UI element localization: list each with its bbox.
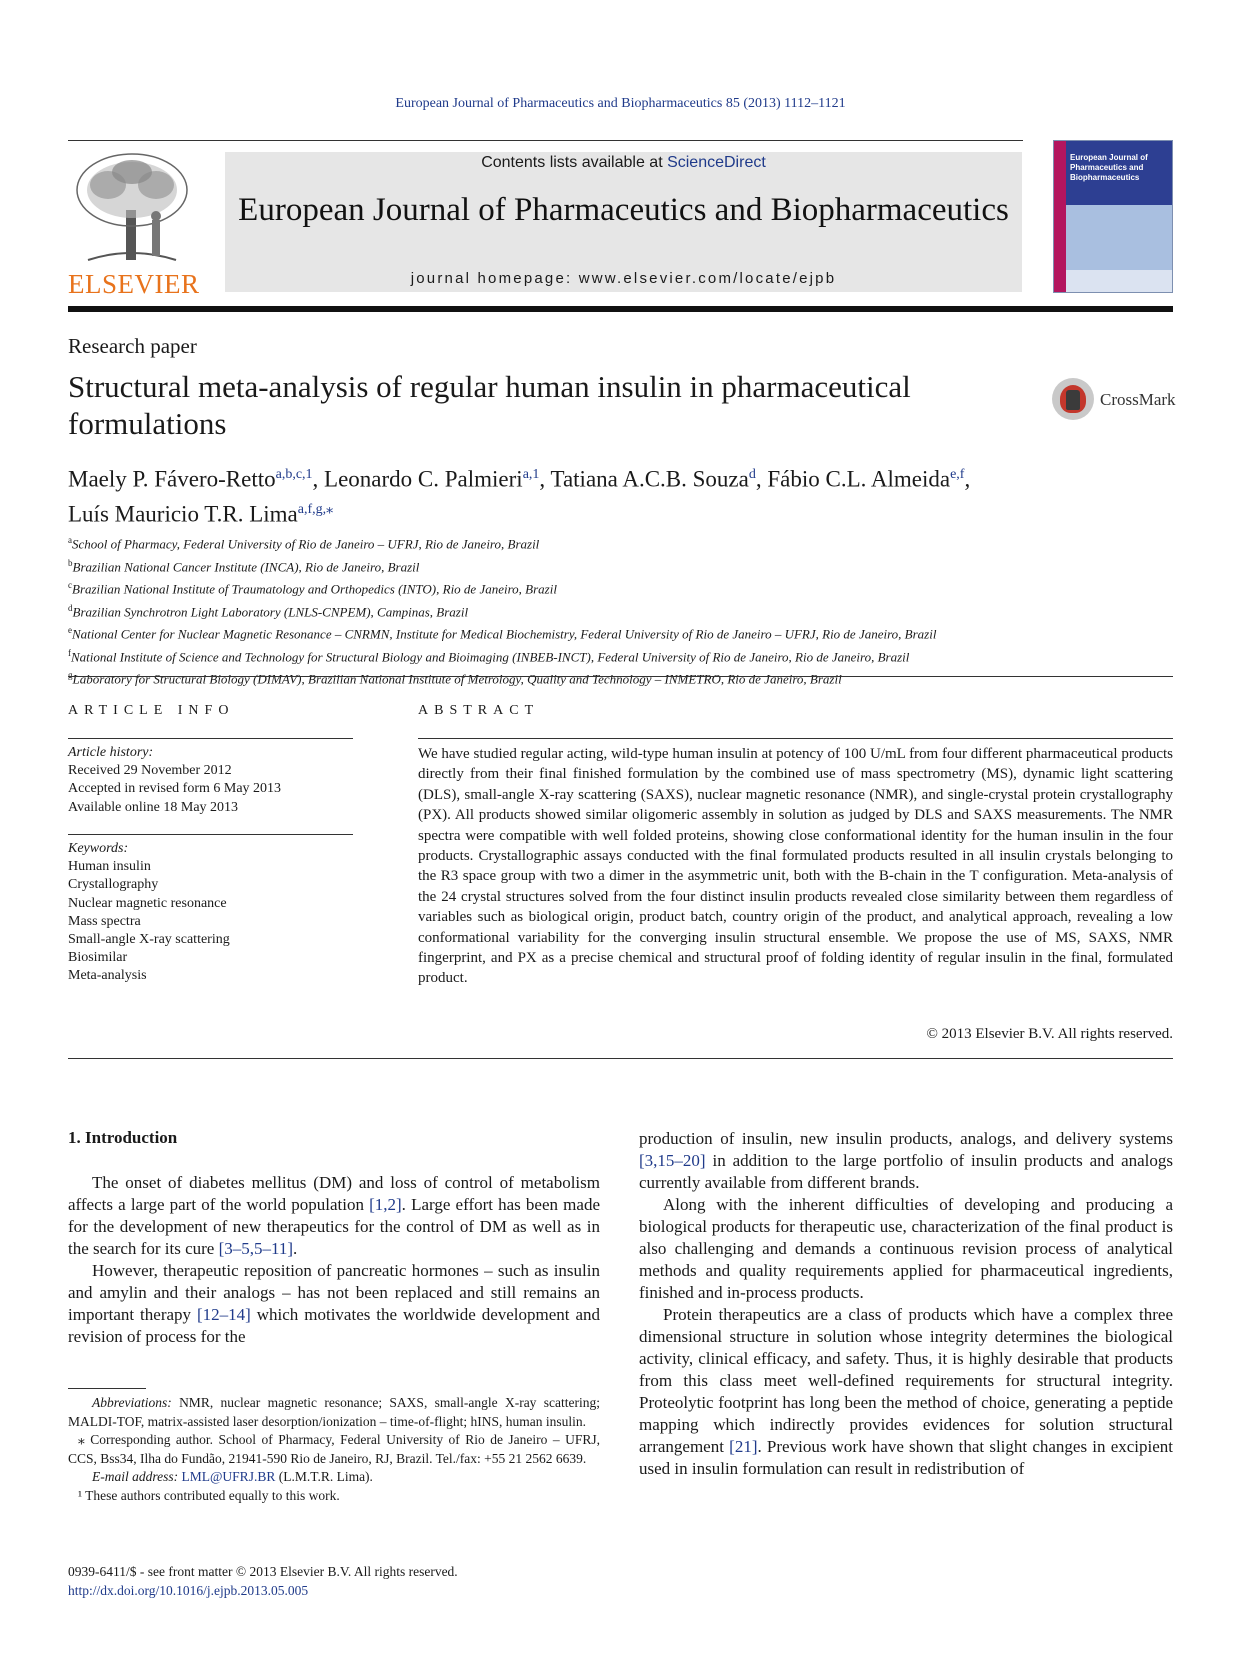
corresponding-author-footnote: ⁎ Corresponding author. School of Pharmacy, Federal University of Rio de Janeiro – UFRJ, CCS, Bss34, Ilha do Fundão, 21941-590 Rio de Janeiro, RJ, Brazil. Tel./fax: +55 21 2562 6639. <box>68 1432 600 1466</box>
journal-citation[interactable]: European Journal of Pharmaceutics and Biopharmaceutics 85 (2013) 1112–1121 <box>395 96 846 111</box>
elsevier-wordmark: ELSEVIER <box>68 269 200 299</box>
intro-left-column <box>68 1172 600 1348</box>
reference-link[interactable]: [12–14] <box>196 1305 251 1324</box>
affiliation-text: Laboratory for Structural Biology (DIMAV), Brazilian National Institute of Metrology, Quality and Technology – INMETRO, Rio de Janeiro, Brazil <box>72 671 842 687</box>
abstract-bottom-rule <box>68 1058 1173 1059</box>
author-name[interactable]: Fábio C.L. Almeida <box>767 466 951 492</box>
elsevier-logo[interactable] <box>68 150 200 299</box>
email-footnote <box>68 1468 600 1487</box>
affiliation-key: c <box>68 580 72 591</box>
intro-text: However, therapeutic reposition of pancreatic hormones – such as insulin and amylin and their analogs – has not been replaced and still remains an important therapy <box>68 1261 600 1324</box>
author-affil-ref[interactable]: a,f,g,⁎ <box>297 501 334 517</box>
keyword-item: Crystallography <box>68 877 159 893</box>
cover-title: European Journal of Pharmaceutics and Biopharmaceutics <box>1070 153 1148 182</box>
abbreviations-footnote <box>68 1394 600 1431</box>
footnotes <box>68 1394 600 1506</box>
author-affil-ref[interactable]: e,f <box>950 467 965 482</box>
journal-banner <box>225 152 1022 292</box>
affiliation-text: Brazilian National Cancer Institute (INCA), Rio de Janeiro, Brazil <box>72 558 420 574</box>
issn-line: 0939-6411/$ - see front matter © 2013 Elsevier B.V. All rights reserved. <box>68 1564 458 1579</box>
affiliation-item <box>68 554 1173 577</box>
affiliation-item <box>68 531 1173 554</box>
crossmark-icon <box>1052 378 1094 420</box>
introduction-heading: 1. Introduction <box>68 1128 178 1147</box>
author-separator: , <box>755 466 768 492</box>
header-thick-rule <box>68 306 1173 312</box>
reference-link[interactable]: [1,2] <box>369 1195 402 1214</box>
crossmark-label: CrossMark <box>1100 390 1176 409</box>
issn-block <box>68 1562 458 1600</box>
article-title: Structural meta-analysis of regular human insulin in pharmaceutical formulations <box>68 369 911 441</box>
affiliation-text: Brazilian National Institute of Traumatology and Orthopedics (INTO), Rio de Janeiro, Brazil <box>72 581 557 597</box>
contents-prefix: Contents lists available at <box>481 154 668 171</box>
keyword-item: Biosimilar <box>68 950 128 966</box>
author-name[interactable]: Luís Mauricio T.R. Lima <box>68 501 298 527</box>
author-affil-ref[interactable]: a,1 <box>522 467 540 482</box>
affiliation-item <box>68 666 1173 689</box>
author-list <box>68 460 1168 529</box>
author-affil-ref[interactable]: d <box>748 467 756 482</box>
author-affil-ref[interactable]: a,b,c,1 <box>275 467 313 482</box>
intro-text: . Large effort has been made for the development of new therapeutics for the control of DM as well as in the search for its cure <box>68 1195 600 1258</box>
affiliation-key: e <box>68 625 72 636</box>
affiliation-key: f <box>68 647 71 658</box>
abbreviations-label: Abbreviations: <box>92 1395 172 1410</box>
author-name[interactable]: Tatiana A.C.B. Souza <box>550 466 749 492</box>
abbreviations-text: NMR, nuclear magnetic resonance; SAXS, small-angle X-ray scattering; MALDI-TOF, matrix-assisted laser desorption/ionization – time-of-flight; hINS, human insulin. <box>68 1395 600 1429</box>
article-type: Research paper <box>68 334 197 358</box>
reference-link[interactable]: [3,15–20] <box>639 1151 706 1170</box>
keyword-item: Mass spectra <box>68 913 141 929</box>
cover-footer <box>1066 270 1172 292</box>
intro-text: Protein therapeutics are a class of products which have a complex three dimensional structure in solution whose integrity determines the biological activity, clinical efficacy, and safety. Thus, it is highly desirable that products from this class meet well-defined requirements for structural integrity. Proteolytic footprint has long been the method of choice, generating a peptide mapping which indirectly provides evidences for solution structural arrangement <box>639 1305 1173 1456</box>
intro-text: . <box>293 1239 298 1258</box>
keyword-item: Small-angle X-ray scattering <box>68 932 230 948</box>
journal-homepage[interactable]: journal homepage: www.elsevier.com/locate/ejpb <box>410 270 837 287</box>
keyword-item: Human insulin <box>68 859 151 875</box>
intro-text: . Previous work have shown that slight changes in excipient used in insulin formulation can result in redistribution of <box>639 1437 1173 1478</box>
equal-contribution-footnote: ¹ These authors contributed equally to this work. <box>78 1487 340 1503</box>
keywords-label: Keywords: <box>68 841 129 856</box>
email-label: E-mail address: <box>92 1469 179 1485</box>
abstract-rule <box>418 738 1173 739</box>
article-history <box>68 744 281 817</box>
author-separator: , <box>539 466 551 492</box>
intro-text: which motivates the worldwide development and revision of process for the <box>68 1305 600 1346</box>
section-rule <box>68 676 1173 677</box>
affiliation-key: g <box>68 670 73 681</box>
author-separator: , <box>312 466 325 492</box>
affiliation-text: School of Pharmacy, Federal University of Rio de Janeiro – UFRJ, Rio de Janeiro, Brazil <box>72 536 540 552</box>
affiliation-key: a <box>68 535 72 545</box>
journal-name: European Journal of Pharmaceutics and Biopharmaceutics <box>238 192 1009 228</box>
contents-line <box>225 154 1022 172</box>
intro-right-column <box>639 1128 1173 1480</box>
author-name[interactable]: Leonardo C. Palmieri <box>324 466 523 492</box>
journal-cover-thumbnail[interactable] <box>1053 140 1173 293</box>
history-item: Available online 18 May 2013 <box>68 799 239 815</box>
abstract-copyright: © 2013 Elsevier B.V. All rights reserved. <box>926 1026 1173 1042</box>
intro-paragraph <box>639 1128 1173 1194</box>
intro-paragraph <box>68 1172 600 1260</box>
cover-stripe <box>1054 141 1066 292</box>
intro-text: production of insulin, new insulin products, analogs, and delivery systems <box>639 1129 1173 1148</box>
crossmark-button[interactable] <box>1052 378 1177 426</box>
doi-link[interactable]: http://dx.doi.org/10.1016/j.ejpb.2013.05.005 <box>68 1583 309 1598</box>
history-item: Accepted in revised form 6 May 2013 <box>68 781 282 797</box>
affiliation-text: National Institute of Science and Technology for Structural Biology and Bioimaging (INBEB-INCT), Federal University of Rio de Janeiro, Rio de Janeiro, Brazil <box>71 648 910 664</box>
author-name[interactable]: Maely P. Fávero-Retto <box>68 466 276 492</box>
author-separator: , <box>964 466 971 492</box>
reference-link[interactable]: [21] <box>729 1437 758 1456</box>
keyword-item: Nuclear magnetic resonance <box>68 895 227 911</box>
intro-text: The onset of diabetes mellitus (DM) and loss of control of metabolism affects a large part of the world population <box>68 1173 600 1214</box>
affiliation-item <box>68 599 1173 622</box>
intro-paragraph <box>639 1304 1173 1480</box>
affiliation-key: d <box>68 602 73 613</box>
affiliation-key: b <box>68 557 73 568</box>
abstract-heading: ABSTRACT <box>418 703 540 718</box>
keyword-item: Meta-analysis <box>68 968 147 984</box>
affiliation-text: Brazilian Synchrotron Light Laboratory (LNLS-CNPEM), Campinas, Brazil <box>72 603 469 619</box>
affiliation-item <box>68 644 1173 667</box>
footnote-rule <box>68 1388 146 1389</box>
email-link[interactable]: LML@UFRJ.BR <box>181 1469 276 1485</box>
sciencedirect-link[interactable]: ScienceDirect <box>667 154 766 171</box>
abstract-text: We have studied regular acting, wild-type human insulin at potency of 100 U/mL from four different pharmaceutical products directly from their final finished formulation by the combined use of mass spectrometry (MS), dynamic light scattering (DLS), small-angle X-ray scattering (SAXS), nuclear magnetic resonance (NMR), and single-crystal protein crystallography (PX). All products showed similar oligomeric assembly in solution as judged by DLS and SAXS measurements. The NMR spectra were compatible with well folded proteins, showing close conformational identity for the human insulin in the four products. Crystallographic assays conducted with the final formulated products resulted in all insulin crystals belonging to the R3 space group with two a dimer in the asymmetric unit, both with the B-chain in the T configuration. Meta-analysis of the 24 crystal structures solved from the four distinct insulin products revealed close similarity between them regardless of variables such as biological origin, product batch, country origin of the product, and analytical approach, revealing a low conformational variability for the converging insulin structural ensemble. We propose the use of MS, SAXS, NMR fingerprint, and PX as a precise chemical and structural proof of folding identity of regular insulin in the final, formulated product. <box>418 746 1173 987</box>
affiliation-item <box>68 621 1173 644</box>
article-info-heading: ARTICLE INFO <box>68 703 235 718</box>
affiliation-list <box>68 531 1173 689</box>
elsevier-tree-icon <box>68 150 196 268</box>
keyword-list <box>68 840 230 986</box>
intro-text: in addition to the large portfolio of insulin products and analogs currently available from different brands. <box>639 1151 1173 1192</box>
intro-paragraph <box>68 1260 600 1348</box>
affiliation-text: National Center for Nuclear Magnetic Resonance – CNRMN, Institute for Medical Biochemistry, Federal University of Rio de Janeiro – UFRJ, Rio de Janeiro, Brazil <box>72 626 937 642</box>
history-label: Article history: <box>68 745 154 760</box>
history-item: Received 29 November 2012 <box>68 763 232 779</box>
affiliation-item <box>68 576 1173 599</box>
keywords-rule <box>68 834 353 835</box>
intro-paragraph: Along with the inherent difficulties of developing and producing a biological products for therapeutic use, characterization of the final product is also challenging and demands a continuous revision process of analytical methods and quality requirements applied for pharmaceutical ingredients, finished and in-process products. <box>639 1195 1173 1302</box>
email-suffix: (L.M.T.R. Lima). <box>275 1469 373 1485</box>
header-rule <box>68 140 1023 141</box>
reference-link[interactable]: [3–5,5–11] <box>218 1239 294 1258</box>
article-info-rule <box>68 738 353 739</box>
